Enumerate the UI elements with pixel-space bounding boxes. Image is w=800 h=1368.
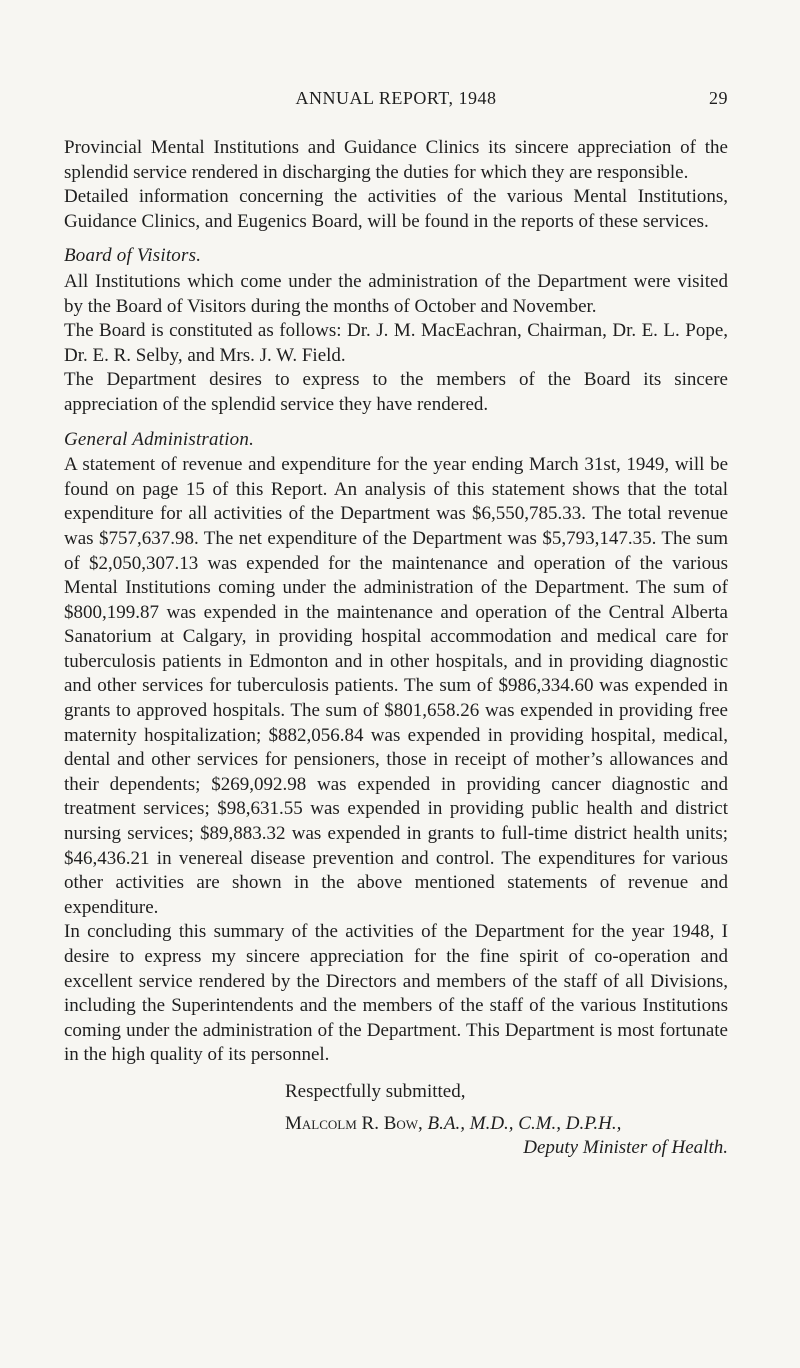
- signatory-name: Malcolm R. Bow,: [285, 1112, 423, 1134]
- report-body: [64, 136, 728, 1161]
- opening-paragraph: Provincial Mental Institutions and Guidance Clinics its sincere appreciation of the splendid service rendered in discharging the duties for which they are responsible.: [64, 137, 728, 183]
- signatory-line: [285, 1112, 728, 1137]
- page-number: 29: [709, 88, 728, 108]
- signatory-credentials: B.A., M.D., C.M., D.P.H.,: [427, 1112, 622, 1134]
- signatory-title: Deputy Minister of Health.: [523, 1137, 728, 1159]
- board-visits-paragraph: All Institutions which come under the administration of the Department were visited by the Board of Visitors during the months of October and November.: [64, 270, 728, 317]
- closing-line: Respectfully submitted,: [285, 1080, 466, 1102]
- running-header: [64, 88, 728, 112]
- financial-statement-paragraph: A statement of revenue and expenditure for the year ending March 31st, 1949, will be found on page 15 of this Report. An analysis of this statement shows that the total expenditure for all activities of the Department was $6,550,785.33. The total revenue was $757,637.98. The net expenditure of the Department was $5,793,147.35. The sum of $2,050,307.13 was expended for the maintenance and operation of the various Mental Institutions coming under the administration of the Department. The sum of $800,199.87 was expended in the maintenance and operation of the Central Alberta Sanatorium at Calgary, in providing hospital accommodation and medical care for tuberculosis patients in Edmonton and in other hospitals, and in providing diagnostic and other services for tuberculosis patients. The sum of $986,334.60 was expended in grants to approved hospitals. The sum of $801,658.26 was expended in providing free maternity hospitalization; $882,056.84 was expended in providing hospital, medical, dental and other services for pensioners, those in receipt of mother’s allowances and their dependents; $269,092.98 was expended in providing cancer diagnostic and treatment services; $98,631.55 was expended in providing public health and district nursing services; $89,883.32 was expended in grants to full-time district health units; $46,436.21 in venereal disease prevention and control. The expenditures for various other activities are shown in the above mentioned statements of revenue and expenditure.: [64, 454, 728, 918]
- general-administration-heading: General Administration.: [64, 428, 255, 450]
- board-appreciation-paragraph: The Department desires to express to the members of the Board its sincere appreciation of the splendid service they have rendered.: [64, 369, 728, 415]
- detailed-information-paragraph: Detailed information concerning the activities of the various Mental Institutions, Guidance Clinics, and Eugenics Board, will be found in the reports of these services.: [64, 186, 728, 232]
- board-membership-paragraph: The Board is constituted as follows: Dr. J. M. MacEachran, Chairman, Dr. E. L. Pope, Dr. E. R. Selby, and Mrs. J. W. Field.: [64, 320, 728, 366]
- concluding-paragraph: In concluding this summary of the activities of the Department for the year 1948, I desire to express my sincere appreciation for the fine spirit of co-operation and excellent service rendered by the Directors and members of the staff of all Divisions, including the Superintendents and the members of the staff of the various Institutions coming under the administration of the Department. This Department is most fortunate in the high quality of its personnel.: [64, 921, 728, 1066]
- report-title: ANNUAL REPORT, 1948: [295, 88, 497, 108]
- board-of-visitors-heading: Board of Visitors.: [64, 245, 202, 267]
